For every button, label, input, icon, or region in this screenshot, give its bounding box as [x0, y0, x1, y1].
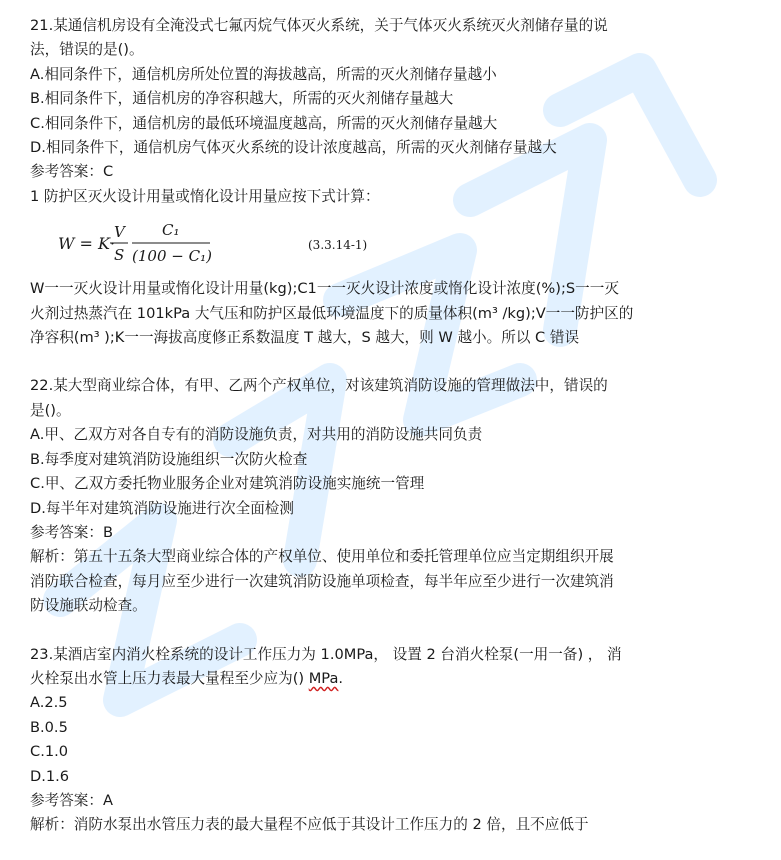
q23-option-d: D.1.6	[30, 767, 70, 785]
formula-frac2-num: C₁	[162, 221, 180, 240]
formula-frac2-den: (100 − C₁)	[132, 247, 212, 266]
formula-lhs: W = K·	[58, 234, 116, 254]
q23-stem-line2	[30, 667, 760, 691]
q21-stem-line2: 法，错误的是()。	[30, 41, 144, 59]
formula-frac1-den: S	[114, 246, 125, 265]
q23-option-b: B.0.5	[30, 718, 68, 736]
q23-explain-line1: 解析：消防水泵出水管压力表的最大量程不应低于其设计工作压力的 2 倍，且不应低于	[30, 816, 589, 834]
q21-option-d: D.相同条件下，通信机房气体灭火系统的设计浓度越高，所需的灭火剂储存量越大	[30, 139, 557, 157]
q21-option-a: A.相同条件下，通信机房所处位置的海拔越高，所需的灭火剂储存量越小	[30, 65, 497, 83]
q23-answer: 参考答案：A	[30, 791, 113, 809]
q22-stem-line2: 是()。	[30, 401, 71, 419]
q22-option-a: A.甲、乙双方对各自专有的消防设施负责，对共用的消防设施共同负责	[30, 426, 483, 444]
q21-option-b: B.相同条件下，通信机房的净容积越大，所需的灭火剂储存量越大	[30, 90, 454, 108]
q22-stem-line1: 22.某大型商业综合体，有甲、乙两个产权单位，对该建筑消防设施的管理做法中，错误的	[30, 377, 608, 395]
q21-option-c: C.相同条件下，通信机房的最低环境温度越高，所需的灭火剂储存量越大	[30, 114, 498, 132]
formula-frac1-num: V	[114, 223, 125, 242]
q22-explain-line2: 消防联合检查，每月应至少进行一次建筑消防设施单项检查，每半年应至少进行一次建筑消	[30, 572, 614, 590]
q21-answer: 参考答案：C	[30, 163, 114, 181]
q22-answer: 参考答案：B	[30, 523, 113, 541]
document-page	[30, 14, 760, 838]
q23-unit-spellcheck: MPa	[308, 669, 339, 687]
q22-option-c: C.甲、乙双方委托物业服务企业对建筑消防设施实施统一管理	[30, 475, 425, 493]
q23-stem-line1: 23.某酒店室内消火栓系统的设计工作压力为 1.0MPa， 设置 2 台消火栓泵(一用一备) ， 消	[30, 645, 622, 663]
formula-ref: (3.3.14-1)	[308, 238, 368, 253]
q22-option-b: B.每季度对建筑消防设施组织一次防火检查	[30, 450, 308, 468]
formula-image	[30, 213, 760, 271]
q21-explain-line3: 净容积(m³ );K一一海拔高度修正系数温度 T 越大，S 越大，则 W 越小。所以 C 错误	[30, 329, 580, 347]
q21-formula-intro: 1 防护区灭火设计用量或惰化设计用量应按下式计算：	[30, 187, 380, 205]
q23-stem-text: 火栓泵出水管上压力表最大量程至少应为()	[30, 669, 309, 687]
q21-explain-line1: W一一灭火设计用量或惰化设计用量(kg);C1一一灭火设计浓度或惰化设计浓度(%);S一一灭	[30, 280, 619, 298]
q21-explain-line2: 火剂过热蒸汽在 101kPa 大气压和防护区最低环境温度下的质量体积(m³ /kg);V一一防护区的	[30, 304, 634, 322]
q23-option-c: C.1.0	[30, 743, 69, 761]
q22-explain-line3: 防设施联动检查。	[30, 597, 147, 615]
q22-option-d: D.每半年对建筑消防设施进行次全面检测	[30, 499, 294, 517]
q21-stem-line1: 21.某通信机房设有全淹没式七氟丙烷气体灭火系统，关于气体灭火系统灭火剂储存量的说	[30, 17, 608, 34]
q23-option-a: A.2.5	[30, 694, 68, 712]
q22-explain-line1: 解析：第五十五条大型商业综合体的产权单位、使用单位和委托管理单位应当定期组织开展	[30, 548, 614, 566]
q23-stem-period: .	[338, 669, 344, 687]
